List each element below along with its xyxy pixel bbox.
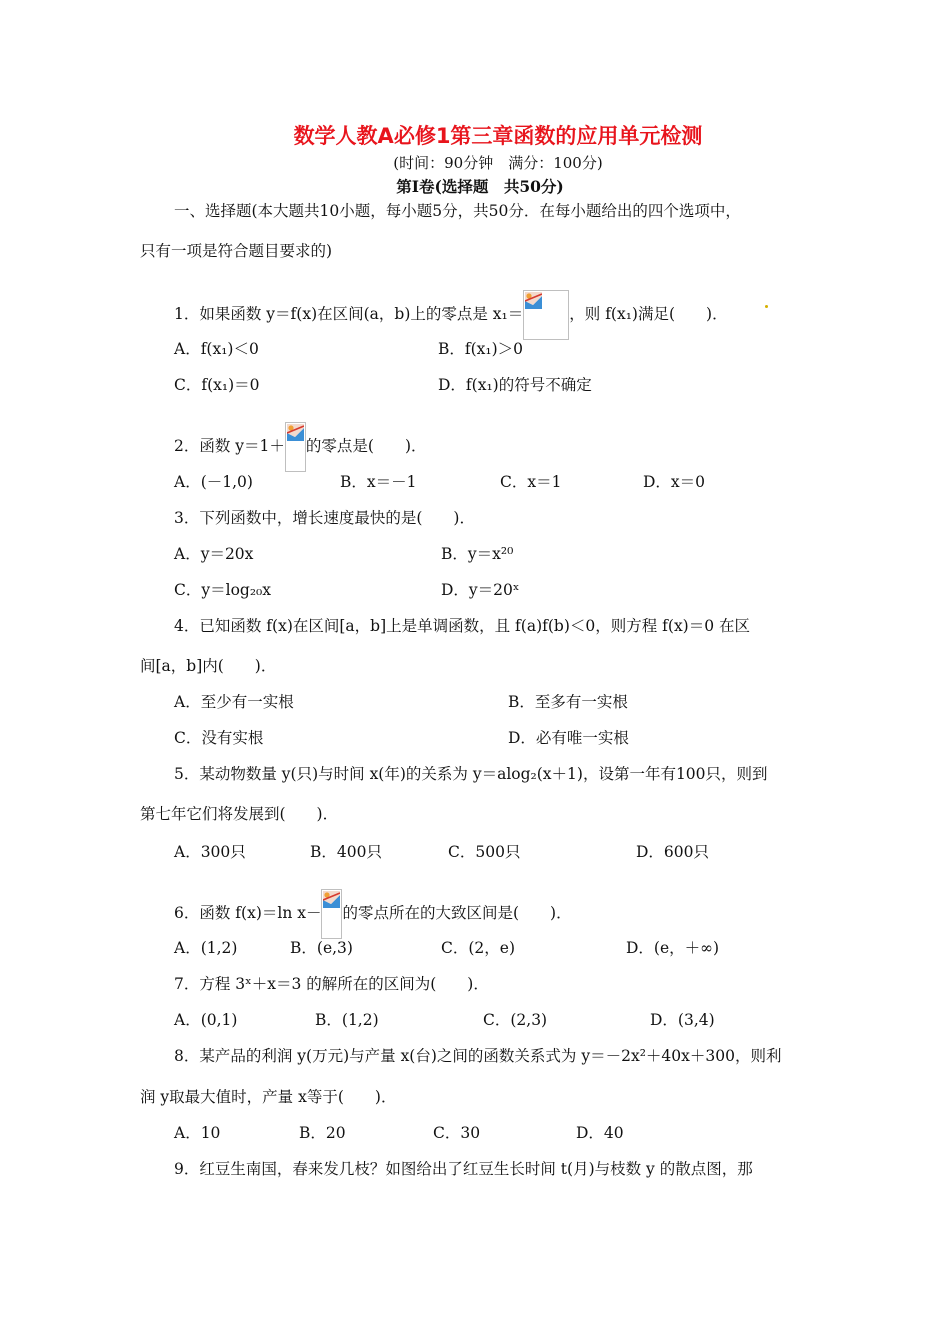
question-8-line-2: 润 y取最大值时，产量 x等于( )． [140,1088,397,1106]
formula-image-icon [523,290,569,340]
question-2-stem-start: 2．函数 y＝1＋ [174,437,285,455]
q2-option-a: A．(－1,0) [174,473,253,491]
question-4-line-2: 间[a，b]内( )． [140,657,277,675]
section-heading: 第Ⅰ卷(选择题 共50分) [396,177,564,196]
q3-option-b: B．y＝x²⁰ [441,545,514,563]
question-2 [174,422,427,472]
instructions-line-2: 只有一项是符合题目要求的) [140,242,333,260]
formula-image-icon [285,422,306,472]
q4-option-a: A．至少有一实根 [174,693,294,711]
q4-option-d: D．必有唯一实根 [508,729,629,747]
stray-dot [765,305,768,308]
q7-option-b: B．(1,2) [315,1011,379,1029]
question-7: 7．方程 3ˣ＋x＝3 的解所在的区间为( )． [174,975,489,993]
q5-option-d: D．600只 [636,843,710,861]
question-9-line-1: 9．红豆生南国，春来发几枝？如图给出了红豆生长时间 t(月)与枝数 y 的散点图，那 [174,1160,753,1178]
question-6-stem-end: 的零点所在的大致区间是( )． [342,904,572,922]
question-5-line-1: 5．某动物数量 y(只)与时间 x(年)的关系为 y＝alog₂(x＋1)，设第一年有100只，则到 [174,765,768,783]
question-4-line-1: 4．已知函数 f(x)在区间[a，b]上是单调函数，且 f(a)f(b)＜0，则方程 f(x)＝0 在区 [174,617,751,635]
q1-option-c: C．f(x₁)＝0 [174,376,260,394]
q7-option-a: A．(0,1) [174,1011,238,1029]
image-placeholder-icon [287,424,304,441]
q8-option-d: D．40 [576,1124,624,1142]
q8-option-b: B．20 [299,1124,346,1142]
page-title: 数学人教A必修1第三章函数的应用单元检测 [293,124,703,148]
q3-option-d: D．y＝20ˣ [441,581,520,599]
instructions-line-1: 一、选择题(本大题共10小题，每小题5分，共50分．在每小题给出的四个选项中， [174,202,741,220]
q2-option-d: D．x＝0 [643,473,706,491]
question-1-stem-start: 1．如果函数 y＝f(x)在区间(a，b)上的零点是 x₁＝ [174,305,524,323]
q7-option-d: D．(3,4) [650,1011,715,1029]
q1-option-d: D．f(x₁)的符号不确定 [438,376,592,394]
question-8-line-1: 8．某产品的利润 y(万元)与产量 x(台)之间的函数关系式为 y＝－2x²＋40x＋300，则利 [174,1047,782,1065]
q2-option-b: B．x＝－1 [340,473,417,491]
q4-option-c: C．没有实根 [174,729,264,747]
q1-option-a: A．f(x₁)＜0 [174,340,259,358]
q4-option-b: B．至多有一实根 [508,693,628,711]
question-1-stem-end: ，则 f(x₁)满足( )． [569,305,728,323]
image-placeholder-icon [323,891,340,908]
q1-option-b: B．f(x₁)＞0 [438,340,524,358]
q8-option-c: C．30 [433,1124,481,1142]
q6-option-a: A．(1,2) [174,939,238,957]
q5-option-c: C．500只 [448,843,521,861]
formula-image-icon [321,889,342,939]
q6-option-d: D．(e，＋∞) [626,939,720,957]
q2-option-c: C．x＝1 [500,473,562,491]
question-3: 3．下列函数中，增长速度最快的是( )． [174,509,475,527]
image-placeholder-icon [525,292,542,309]
question-6-stem-start: 6．函数 f(x)＝ln x－ [174,904,322,922]
q3-option-c: C．y＝log₂₀x [174,581,271,599]
question-5-line-2: 第七年它们将发展到( )． [140,805,339,823]
q7-option-c: C．(2,3) [483,1011,548,1029]
q6-option-c: C．(2，e) [441,939,515,957]
q5-option-b: B．400只 [310,843,382,861]
question-6 [174,889,572,939]
question-1 [174,290,728,340]
q6-option-b: B．(e,3) [290,939,353,957]
q8-option-a: A．10 [174,1124,221,1142]
question-2-stem-end: 的零点是( )． [305,437,427,455]
q3-option-a: A．y＝20x [174,545,254,563]
exam-info: (时间：90分钟 满分：100分) [393,154,603,172]
q5-option-a: A．300只 [174,843,246,861]
